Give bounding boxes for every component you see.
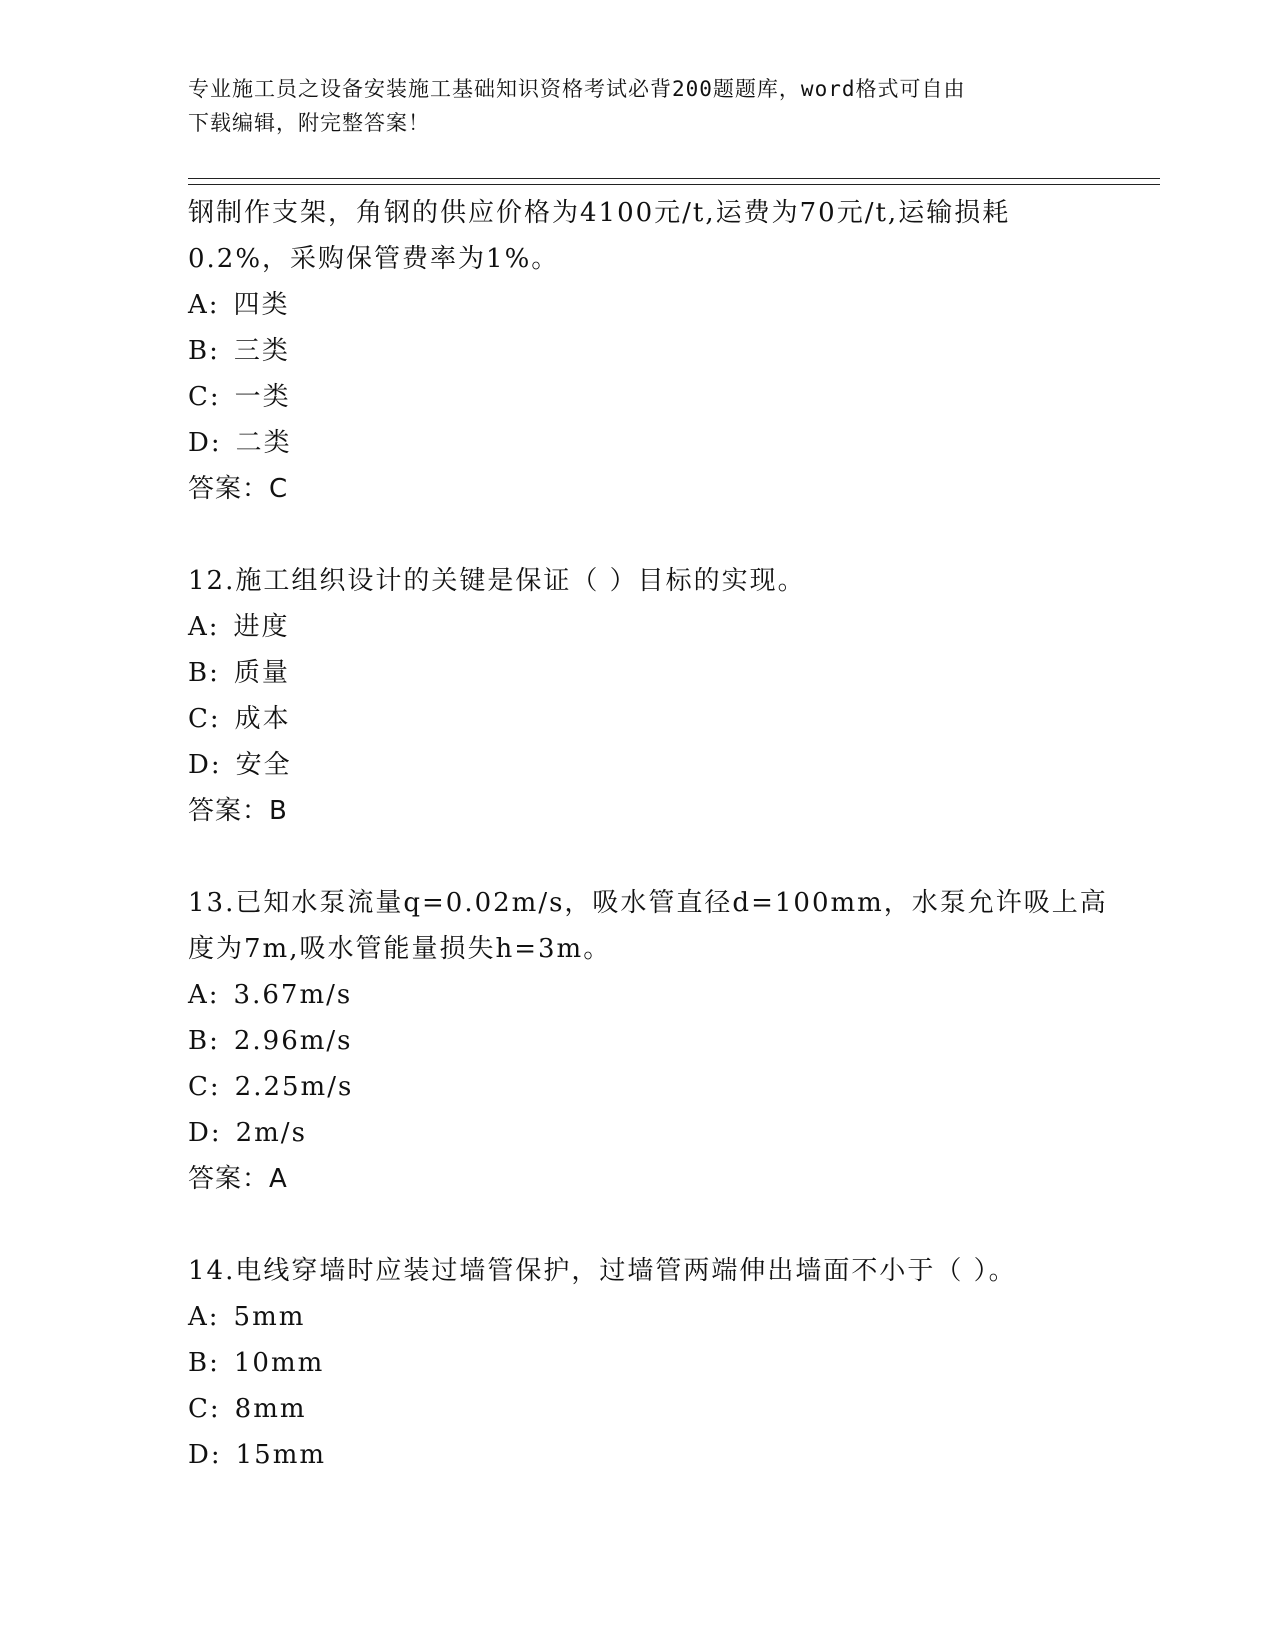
- option-text: 四类: [233, 290, 290, 320]
- option-letter: A:: [188, 1302, 220, 1332]
- spacer: [188, 1202, 1088, 1248]
- header-divider-top: [188, 178, 1160, 179]
- option-text: 2m/s: [235, 1118, 307, 1148]
- option-letter: A:: [188, 612, 220, 642]
- option-text: 8mm: [234, 1394, 307, 1424]
- option-d: [188, 420, 1088, 466]
- option-letter: A:: [188, 980, 220, 1010]
- question-text-line: 12.施工组织设计的关键是保证（ ）目标的实现。: [188, 566, 806, 596]
- option-a: [188, 604, 1088, 650]
- title-line-2: 下载编辑，附完整答案！: [188, 111, 430, 135]
- document-title: [188, 72, 1068, 140]
- option-text: 10mm: [233, 1348, 325, 1378]
- option-letter: C:: [188, 382, 221, 412]
- answer-line: 答案：C: [188, 474, 289, 504]
- question-text-line: 0.2%，采购保管费率为1%。: [188, 244, 560, 274]
- option-b: [188, 650, 1088, 696]
- option-c: [188, 1064, 1088, 1110]
- option-text: 15mm: [235, 1440, 327, 1470]
- option-a: [188, 282, 1088, 328]
- question-list: [188, 190, 1108, 1478]
- option-c: [188, 374, 1088, 420]
- option-b: [188, 1340, 1088, 1386]
- header-divider-bottom: [188, 184, 1160, 185]
- answer-line: 答案：B: [188, 796, 288, 826]
- option-letter: D:: [188, 750, 222, 780]
- question-14: [188, 1248, 1088, 1478]
- question-11-continued: [188, 190, 1088, 512]
- option-a: [188, 1294, 1088, 1340]
- option-letter: D:: [188, 1440, 222, 1470]
- option-c: [188, 696, 1088, 742]
- option-a: [188, 972, 1088, 1018]
- option-text: 进度: [233, 612, 290, 642]
- option-text: 成本: [234, 704, 291, 734]
- option-letter: D:: [188, 1118, 222, 1148]
- option-text: 2.96m/s: [233, 1026, 353, 1056]
- option-letter: B:: [188, 1026, 220, 1056]
- option-text: 2.25m/s: [234, 1072, 354, 1102]
- answer-line: 答案：A: [188, 1164, 288, 1194]
- option-text: 二类: [235, 428, 292, 458]
- option-d: [188, 1432, 1088, 1478]
- option-text: 三类: [233, 336, 290, 366]
- option-b: [188, 1018, 1088, 1064]
- option-text: 3.67m/s: [233, 980, 353, 1010]
- option-letter: B:: [188, 1348, 220, 1378]
- spacer: [188, 512, 1088, 558]
- spacer: [188, 834, 1088, 880]
- option-d: [188, 742, 1088, 788]
- question-12: [188, 558, 1088, 834]
- option-b: [188, 328, 1088, 374]
- question-text-line: 钢制作支架，角钢的供应价格为4100元/t,运费为70元/t,运输损耗: [188, 198, 1011, 228]
- option-text: 5mm: [233, 1302, 306, 1332]
- option-letter: C:: [188, 1394, 221, 1424]
- option-text: 一类: [234, 382, 291, 412]
- option-d: [188, 1110, 1088, 1156]
- option-text: 安全: [235, 750, 292, 780]
- question-13: [188, 880, 1108, 1202]
- option-c: [188, 1386, 1088, 1432]
- option-letter: B:: [188, 336, 220, 366]
- option-letter: D:: [188, 428, 222, 458]
- option-letter: B:: [188, 658, 220, 688]
- option-letter: C:: [188, 1072, 221, 1102]
- option-letter: C:: [188, 704, 221, 734]
- question-text-line: 14.电线穿墙时应装过墙管保护，过墙管两端伸出墙面不小于（ ）。: [188, 1256, 1017, 1286]
- question-text-line: 度为7m,吸水管能量损失h=3m。: [188, 934, 612, 964]
- option-letter: A:: [188, 290, 220, 320]
- option-text: 质量: [233, 658, 290, 688]
- question-text-line: 13.已知水泵流量q=0.02m/s，吸水管直径d=100mm，水泵允许吸上高: [188, 888, 1108, 918]
- title-line-1: 专业施工员之设备安装施工基础知识资格考试必背200题题库，word格式可自由: [188, 77, 966, 101]
